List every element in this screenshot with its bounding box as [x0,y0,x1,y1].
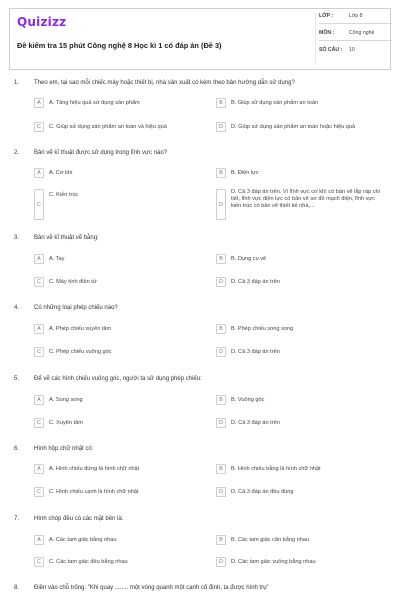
option-text: D. Cả 3 đáp án trên [231,419,280,426]
meta-label: LỚP : [319,13,334,19]
question-text: Điền vào chỗ trống: "Khi quay ........ một vòng quanh một cạnh cố định, ta được hình trụ" [34,585,269,591]
option-letter: D [216,487,226,497]
option-text: D. Cả 3 đáp án đều đúng [231,488,294,495]
option-letter: A [34,395,44,405]
answer-option[interactable] [216,464,321,474]
option-letter: C [34,122,44,132]
question-text: Để vẽ các hình chiếu vuông góc, người ta sử dụng phép chiếu: [34,376,202,382]
answer-option[interactable] [34,122,167,132]
answer-option[interactable] [216,487,294,497]
question-number: 2. [14,150,20,156]
question-number: 6. [14,446,20,452]
answer-option[interactable] [34,487,139,497]
meta-value: 10 [349,47,355,53]
answer-option[interactable] [34,347,112,357]
option-text: D. Giúp sử dụng sản phẩm an toàn hoặc hiệu quả [231,123,356,130]
answer-option[interactable] [216,168,259,178]
answer-option[interactable] [34,277,97,287]
answer-option[interactable] [216,122,355,132]
question-number: 8. [14,585,20,591]
option-text: C. Xuyên tâm [49,419,83,426]
option-text: D. Các tam giác vuông bằng nhau [231,558,316,565]
option-text: B. Vuông góc [231,396,265,403]
meta-row-class [319,9,392,24]
option-text: D. Cả 3 đáp án trên. Vì lĩnh vực cơ khí có bản vẽ lắp ráp chi tiết, lĩnh vực điện lực có bản vẽ sơ đồ mạch điện, lĩnh vực kiến trúc có bản vẽ thiết kế nhà,... [231,189,380,209]
meta-row-count [319,43,392,58]
answer-option[interactable] [216,189,381,220]
option-text: C. Giúp sử dụng sản phẩm an toàn và hiệu quả [49,123,167,130]
meta-label: SỐ CÂU : [319,47,343,53]
option-text: C. Hình chiếu cạnh là hình chữ nhật [49,488,139,495]
option-letter: B [216,168,226,178]
question-text: Bản vẽ kĩ thuật vẽ bằng: [34,235,99,241]
option-letter: C [34,487,44,497]
worksheet-title: Đề kiểm tra 15 phút Công nghệ 8 Học kì 1 có đáp án (Đề 3) [17,41,222,50]
answer-option[interactable] [216,395,264,405]
question-number: 1. [14,80,20,86]
answer-option[interactable] [34,189,78,220]
question-number: 5. [14,376,20,382]
option-letter: A [34,324,44,334]
answer-option[interactable] [34,324,111,334]
option-letter: D [216,418,226,428]
meta-value: Lớp 8 [349,13,363,19]
answer-option[interactable] [216,557,316,567]
answer-option[interactable] [216,254,266,264]
option-text: B. Phép chiếu song song [231,325,294,332]
header-divider [315,13,316,65]
option-text: C. Máy tính điện tử [49,278,97,285]
answer-option[interactable] [34,98,140,108]
option-letter: B [216,395,226,405]
option-letter: A [34,168,44,178]
option-letter: D [216,189,226,220]
answer-option[interactable] [216,98,318,108]
meta-value: Công nghệ [349,30,375,36]
option-letter: A [34,98,44,108]
option-letter: D [216,557,226,567]
quizizz-logo: Quizizz [17,15,67,29]
option-text: D. Cả 3 đáp án trên [231,348,280,355]
meta-label: MÔN : [319,30,335,36]
option-letter: A [34,535,44,545]
answer-option[interactable] [216,418,280,428]
question-text: Theo em, tại sao mỗi chiếc máy hoặc thiết bị, nhà sản xuất có kèm theo bản hướng dẫn sử dụng? [34,80,295,86]
option-letter: D [216,347,226,357]
answer-option[interactable] [34,557,128,567]
option-text: D. Cả 3 đáp án trên [231,278,280,285]
meta-row-subject [319,26,392,41]
option-letter: C [34,347,44,357]
question-number: 4. [14,305,20,311]
answer-option[interactable] [34,254,64,264]
answer-option[interactable] [216,347,280,357]
option-text: A. Các tam giác bằng nhau [49,536,117,543]
option-text: B. Điện lực [231,169,259,176]
option-letter: B [216,535,226,545]
option-text: A. Phép chiếu xuyên tâm [49,325,112,332]
option-letter: A [34,254,44,264]
worksheet-meta [319,9,391,69]
option-letter: C [34,277,44,287]
question-number: 7. [14,516,20,522]
question-text: Bản vẽ kĩ thuật được sử dụng trong lĩnh vực nào? [34,150,168,156]
option-letter: C [34,189,44,220]
answer-option[interactable] [34,418,83,428]
question-text: Có những loại phép chiếu nào? [34,305,118,311]
answer-option[interactable] [34,168,73,178]
option-text: B. Hình chiếu bằng là hình chữ nhật [231,465,321,472]
option-letter: B [216,324,226,334]
option-letter: B [216,464,226,474]
question-number: 3. [14,235,20,241]
option-text: A. Cơ khí [49,169,73,176]
option-text: A. Tăng hiệu quả sử dụng sản phẩm [49,99,140,106]
option-letter: C [34,557,44,567]
option-text: A. Hình chiếu đứng là hình chữ nhật [49,465,140,472]
worksheet-header [9,8,391,70]
option-text: B. Dụng cụ vẽ [231,255,267,262]
option-text: A. Tay [49,255,65,262]
option-text: C. Kiến trúc [49,192,79,198]
option-letter: A [34,464,44,474]
option-letter: B [216,254,226,264]
answer-option[interactable] [216,277,280,287]
option-text: C. Phép chiếu vuông góc [49,348,112,355]
option-text: B. Các tam giác cân bằng nhau [231,536,310,543]
answer-option[interactable] [34,464,139,474]
answer-option[interactable] [216,324,293,334]
option-letter: C [34,418,44,428]
question-text: Hình hộp chữ nhật có: [34,446,94,452]
answer-option[interactable] [34,395,83,405]
option-letter: D [216,122,226,132]
option-text: C. Các tam giác đều bằng nhau [49,558,128,565]
option-text: B. Giúp sử dụng sản phẩm an toàn [231,99,319,106]
option-text: A. Song song [49,396,83,403]
answer-option[interactable] [34,535,116,545]
question-text: Hình chóp đều có các mặt bên là: [34,516,124,522]
answer-option[interactable] [216,535,309,545]
option-letter: D [216,277,226,287]
option-letter: B [216,98,226,108]
